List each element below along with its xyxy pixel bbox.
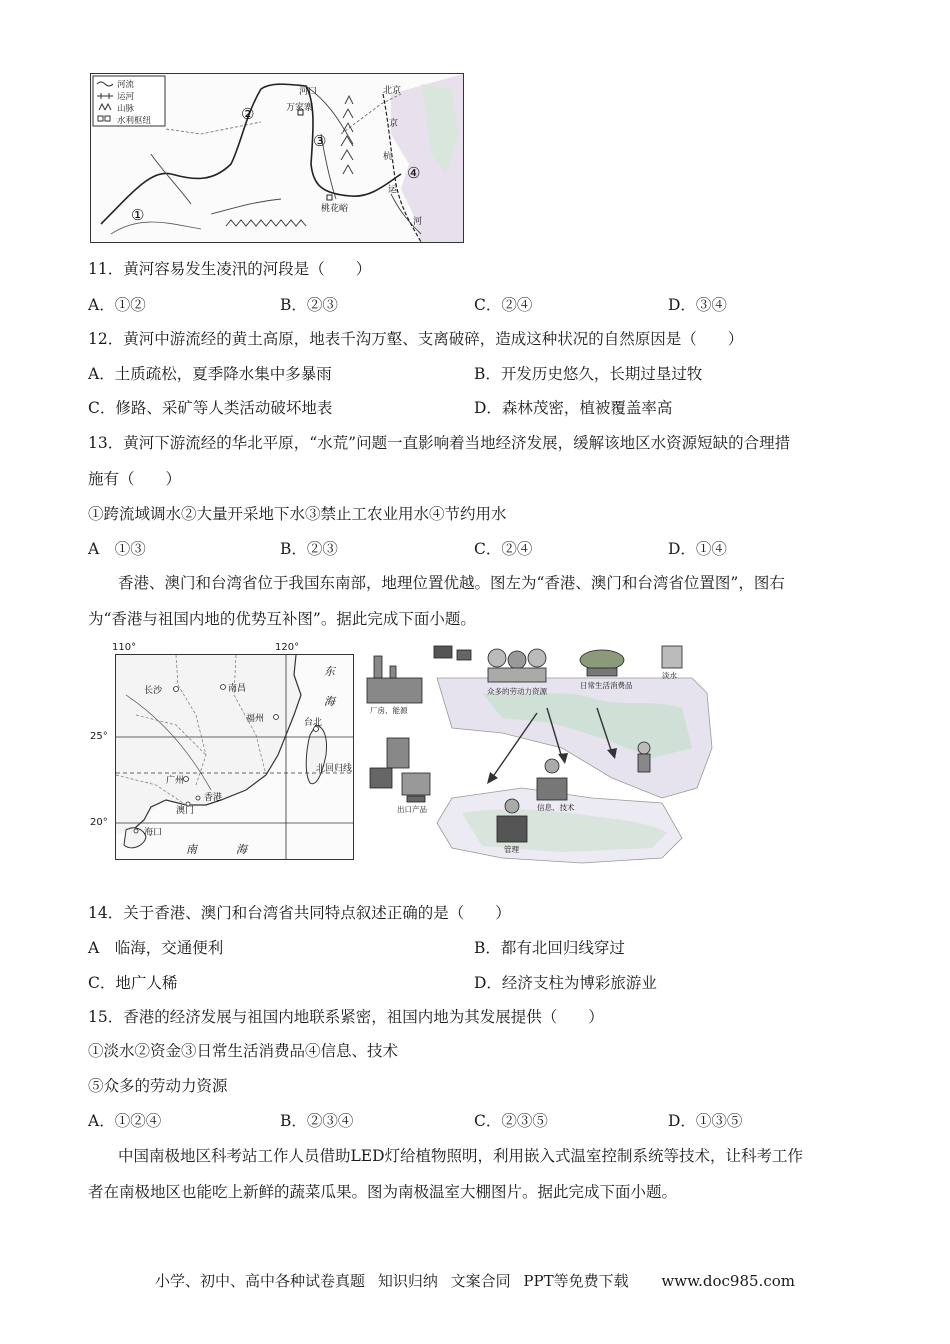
label-south-sea-1: 南 — [186, 843, 197, 856]
q11-option-b[interactable]: B．②③ — [280, 296, 338, 314]
q15-stem: 15．香港的经济发展与祖国内地联系紧密，祖国内地为其发展提供（ ） — [88, 1008, 604, 1026]
label-east-sea-2: 海 — [324, 695, 335, 708]
q12-stem: 12．黄河中游流经的黄土高原，地表千沟万壑、支离破碎，造成这种状况的自然原因是（ ） — [88, 330, 744, 348]
segment-4-label: ④ — [407, 164, 421, 182]
q15-items-line2: ⑤众多的劳动力资源 — [88, 1077, 228, 1095]
label-canal-jing: 京 — [389, 119, 399, 129]
q13-option-b[interactable]: B．②③ — [280, 540, 338, 558]
intro2-line1: 香港、澳门和台湾省位于我国东南部，地理位置优越。图左为“香港、澳门和台湾省位置图”，图右 — [118, 574, 785, 592]
label-macau: 澳门 — [176, 806, 195, 816]
footer-item-knowledge: 知识归纳 — [377, 1272, 438, 1290]
q12-option-a[interactable]: A．土质疏松，夏季降水集中多暴雨 — [88, 365, 332, 383]
q13-items: ①跨流域调水②大量开采地下水③禁止工农业用水④节约用水 — [88, 505, 507, 523]
q13-option-c[interactable]: C．②④ — [474, 540, 533, 558]
label-taohuayu: 桃花峪 — [321, 204, 349, 214]
footer-item-ppt: PPT等免费下载 — [523, 1272, 629, 1290]
q13-stem-line1: 13．黄河下游流经的华北平原，“水荒”问题一直影响着当地经济发展，缓解该地区水资源短缺的合理措 — [88, 434, 791, 452]
q13-stem-line2: 施有（ ） — [88, 470, 182, 488]
q12-option-b[interactable]: B．开发历史悠久，长期过垦过牧 — [474, 365, 703, 383]
hk-mainland-complementarity-figure — [362, 638, 714, 864]
q15-option-b[interactable]: B．②③④ — [280, 1112, 354, 1130]
q15-option-a[interactable]: A．①②④ — [88, 1112, 162, 1130]
label-east-sea-1: 东 — [324, 665, 335, 678]
label-fresh-water: 淡水 — [662, 671, 677, 680]
q14-option-b[interactable]: B．都有北回归线穿过 — [474, 939, 625, 957]
label-nanchang: 南昌 — [228, 684, 247, 694]
label-hekou: 河口 — [299, 87, 318, 97]
label-canal-yun: 运 — [388, 185, 398, 195]
label-wanjiazhai: 万家寨 — [286, 103, 314, 113]
q11-stem: 11．黄河容易发生凌汛的河段是（ ） — [88, 260, 372, 278]
q11-option-d[interactable]: D．③④ — [668, 296, 727, 314]
q14-option-a[interactable]: A 临海，交通便利 — [88, 939, 224, 957]
label-consumer-goods: 日常生活消费品 — [580, 681, 633, 690]
label-management: 管理 — [504, 845, 519, 854]
q14-option-c[interactable]: C．地广人稀 — [88, 974, 178, 992]
q12-option-c[interactable]: C．修路、采矿等人类活动破坏地表 — [88, 399, 333, 417]
label-labor: 众多的劳动力资源 — [487, 687, 547, 696]
q11-option-c[interactable]: C．②④ — [474, 296, 533, 314]
label-changsha: 长沙 — [144, 686, 163, 696]
label-factory-energy: 厂房、能源 — [370, 706, 408, 715]
segment-1-label: ① — [131, 206, 145, 224]
label-lat-20: 20° — [90, 817, 108, 828]
label-canal-he: 河 — [413, 217, 423, 227]
legend-river: 河流 — [117, 80, 135, 90]
q15-option-d[interactable]: D．①③⑤ — [668, 1112, 743, 1130]
intro3-line2: 者在南极地区也能吃上新鲜的蔬菜瓜果。图为南极温室大棚图片。据此完成下面小题。 — [88, 1183, 678, 1201]
label-lat-25: 25° — [90, 731, 108, 742]
legend-canal: 运河 — [117, 92, 135, 102]
label-beijing: 北京 — [383, 86, 402, 96]
label-canal-hang: 杭 — [383, 152, 393, 162]
q13-option-d[interactable]: D．①④ — [668, 540, 727, 558]
intro2-line2: 为“香港与祖国内地的优势互补图”。据此完成下面小题。 — [88, 610, 476, 628]
hk-macau-taiwan-map — [115, 654, 354, 860]
footer-item-contracts: 文案合同 — [450, 1272, 511, 1290]
label-haikou: 海口 — [144, 828, 163, 838]
legend-dam: 水利枢纽 — [117, 116, 152, 126]
footer-link-website[interactable]: www.doc985.com — [661, 1272, 795, 1290]
q14-option-d[interactable]: D．经济支柱为博彩旅游业 — [474, 974, 657, 992]
yellow-river-map — [90, 73, 464, 243]
label-hongkong: 香港 — [204, 793, 223, 803]
intro3-line1: 中国南极地区科考站工作人员借助LED灯给植物照明，利用嵌入式温室控制系统等技术，让科考工作 — [118, 1147, 804, 1165]
q13-option-a[interactable]: A ①③ — [88, 540, 146, 558]
label-info-tech: 信息、技术 — [537, 803, 575, 812]
label-south-sea-2: 海 — [236, 843, 247, 856]
label-tropic: 北回归线 — [316, 764, 353, 774]
label-export-products: 出口产品 — [397, 805, 427, 814]
q15-items-line1: ①淡水②资金③日常生活消费品④信息、技术 — [88, 1042, 399, 1060]
q14-stem: 14．关于香港、澳门和台湾省共同特点叙述正确的是（ ） — [88, 904, 511, 922]
label-taipei: 台北 — [304, 718, 323, 728]
label-fuzhou: 福州 — [246, 714, 265, 724]
page-footer — [0, 1270, 950, 1292]
segment-2-label: ② — [241, 105, 255, 123]
q15-option-c[interactable]: C．②③⑤ — [474, 1112, 548, 1130]
label-lon-120: 120° — [275, 642, 300, 653]
segment-3-label: ③ — [313, 132, 327, 150]
legend-mountain: 山脉 — [117, 104, 135, 114]
footer-item-papers: 小学、初中、高中各种试卷真题 — [155, 1272, 366, 1290]
label-guangzhou: 广州 — [166, 776, 185, 786]
label-lon-110: 110° — [112, 642, 137, 653]
q12-option-d[interactable]: D．森林茂密，植被覆盖率高 — [474, 399, 673, 417]
q11-option-a[interactable]: A．①② — [88, 296, 146, 314]
